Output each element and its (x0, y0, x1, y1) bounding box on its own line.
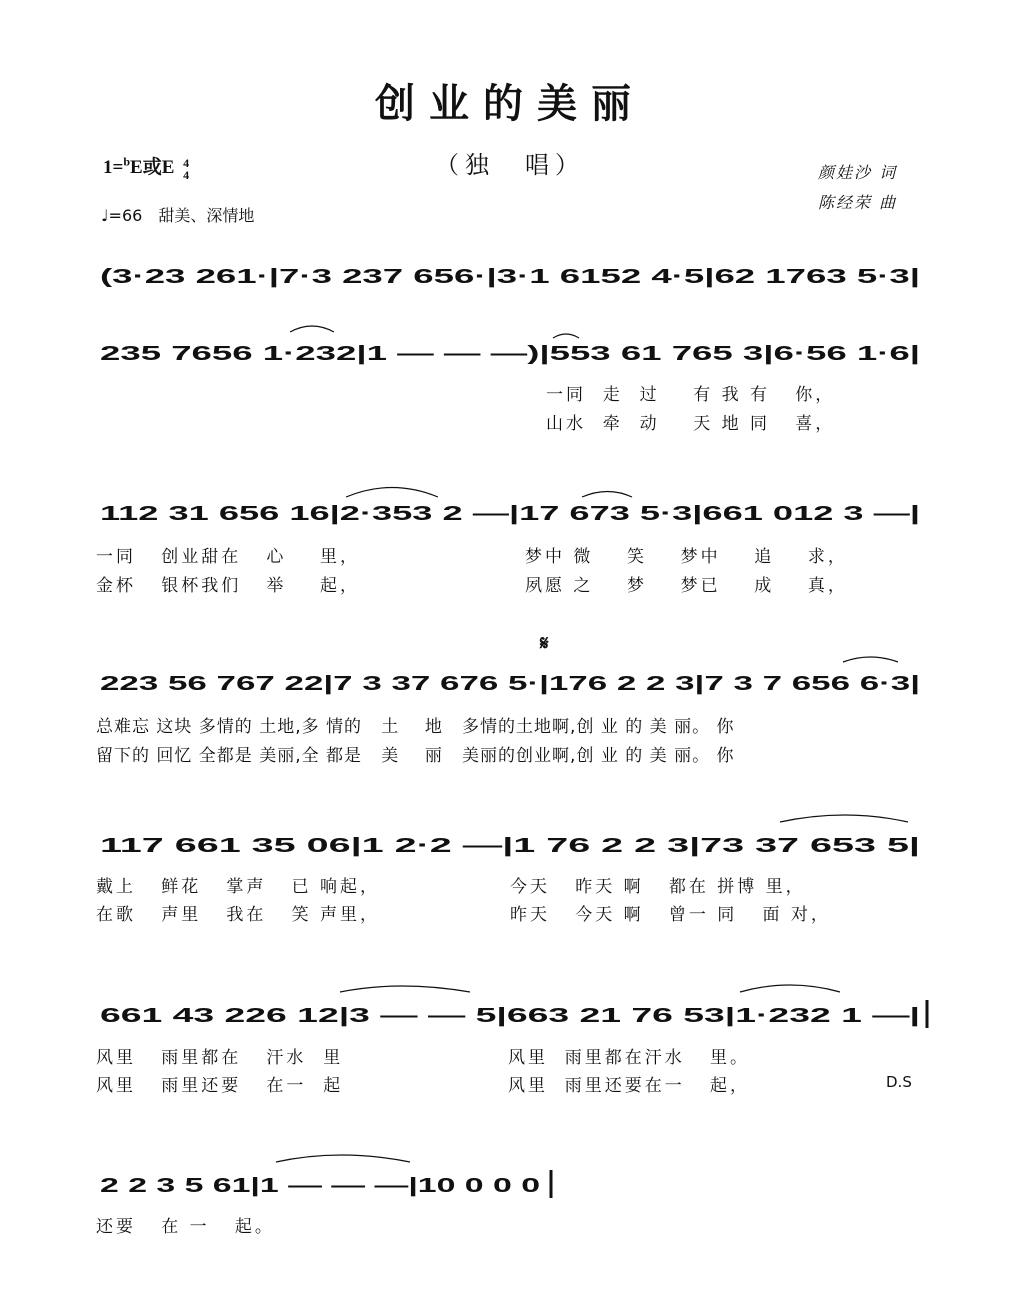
lyric-row-3a: 一同 创业甜在 心 里， (96, 547, 361, 567)
lyric-row-6c: 风里 雨里都在汗水 里。 (508, 1048, 751, 1068)
score-row-2: 235 7656 1·232|1 — — —)|553 61 765 3|6·56 1·6| (100, 343, 920, 365)
key-name: E或E (130, 157, 175, 178)
score-row-5: 117 661 35 06|1 2·2 —|1 76 2 2 3|73 37 653 5| (100, 835, 920, 857)
lyric-row-4b: 留下的 回忆 全都是 美丽,全 都是 美 丽 美丽的创业啊,创 业 的 美 丽。 你 (96, 746, 735, 766)
lyric-row-2b: 山水 牵 动 天 地 同 喜， (546, 414, 836, 434)
lyric-row-5a: 戴上 鲜花 掌声 已 响起， (96, 877, 381, 897)
lyric-row-3b: 金杯 银杯我们 举 起， (96, 576, 361, 596)
lyric-row-2a: 一同 走 过 有 我 有 你， (546, 385, 836, 405)
lyric-row-4a: 总难忘 这块 多情的 土地,多 情的 土 地 多情的土地啊,创 业 的 美 丽。 你 (96, 717, 735, 737)
lyric-row-5c: 今天 昨天 啊 都在 拼博 里， (510, 877, 806, 897)
lyric-row-3c: 梦中 微 笑 梦中 追 求， (525, 547, 848, 567)
segno-sign: 𝄋 (540, 633, 549, 655)
song-title: 创业的美丽 (375, 80, 645, 127)
lyric-row-6a: 风里 雨里都在 汗水 里 (96, 1048, 344, 1068)
score-row-3: 112 31 656 16|2·353 2 —|17 673 5·3|661 012 3 —| (100, 503, 920, 525)
lyric-row-5b: 在歌 声里 我在 笑 声里， (96, 905, 381, 925)
score-row-7: 2 2 3 5 61|1 — — —|10 0 0 0 (100, 1175, 540, 1197)
lyric-row-6d: 风里 雨里还要在一 起， (508, 1076, 751, 1096)
slur (740, 985, 840, 992)
slur (843, 657, 898, 662)
slur (553, 334, 579, 338)
score-row-6: 661 43 226 12|3 — — 5|663 21 76 53|1·232 1 —| (100, 1005, 920, 1027)
slur (276, 1155, 410, 1162)
tempo-marking: ♩=66 甜美、深情地 (101, 206, 255, 225)
lyricist-credit: 颜娃沙 词 (818, 163, 898, 182)
lyric-row-7a: 还要 在 一 起。 (96, 1217, 275, 1237)
time-top: 4 (183, 155, 190, 170)
slur (290, 326, 334, 332)
lyric-row-3d: 夙愿 之 梦 梦已 成 真， (525, 576, 848, 596)
score-row-1: (3·23 261·|7·3 237 656·|3·1 6152 4·5|62 1763 5·3| (100, 266, 920, 288)
slur (346, 488, 438, 498)
lyric-row-6b: 风里 雨里还要 在一 起 (96, 1076, 344, 1096)
dal-segno-mark: D.S (886, 1073, 912, 1091)
lyric-row-5d: 昨天 今天 啊 曾一 同 面 对， (510, 905, 831, 925)
flat-sign: b (123, 154, 131, 169)
slur (582, 492, 632, 498)
slur (340, 986, 470, 992)
score-row-4: 223 56 767 22|7 3 37 676 5·|176 2 2 3|7 3 7 656 6·3| (100, 673, 920, 695)
song-subtitle: （独 唱） (435, 151, 585, 179)
slur (780, 815, 908, 822)
key-label: 1= (103, 157, 124, 178)
time-bottom: 4 (183, 167, 190, 182)
composer-credit: 陈经荣 曲 (818, 193, 898, 212)
